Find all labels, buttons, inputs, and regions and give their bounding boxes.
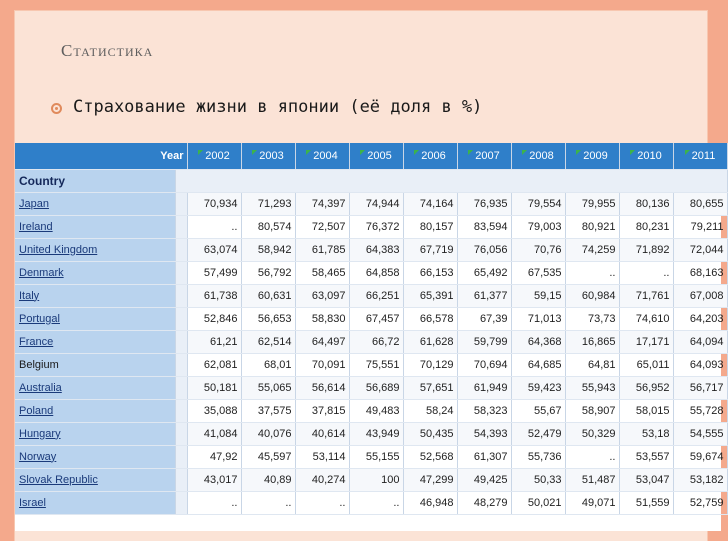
- country-link[interactable]: Israel: [15, 491, 175, 514]
- table-cell: 64,81: [565, 353, 619, 376]
- table-cell: 67,008: [673, 284, 727, 307]
- table-cell: 40,076: [241, 422, 295, 445]
- cell-marker-icon: [685, 150, 690, 155]
- year-header-2002: [187, 143, 241, 169]
- table-cell: 59,674: [673, 445, 727, 468]
- spacer-cell: [175, 422, 187, 445]
- table-cell: 40,89: [241, 468, 295, 491]
- table-cell: 57,499: [187, 261, 241, 284]
- table-cell: 37,575: [241, 399, 295, 422]
- table-cell: 49,483: [349, 399, 403, 422]
- spacer-cell: [175, 192, 187, 215]
- table-cell: 83,594: [457, 215, 511, 238]
- table-cell: 55,736: [511, 445, 565, 468]
- table-cell: 17,171: [619, 330, 673, 353]
- country-link[interactable]: Poland: [15, 399, 175, 422]
- table-cell: 80,231: [619, 215, 673, 238]
- table-cell: 79,211: [673, 215, 727, 238]
- table-cell: 61,738: [187, 284, 241, 307]
- table-cell: 55,67: [511, 399, 565, 422]
- table-cell: 55,065: [241, 376, 295, 399]
- table-cell: 80,921: [565, 215, 619, 238]
- table-cell: 59,423: [511, 376, 565, 399]
- year-text: 2003: [259, 149, 284, 162]
- cell-marker-icon: [630, 150, 635, 155]
- spacer-cell: [175, 491, 187, 514]
- table-row: [15, 192, 727, 215]
- table-cell: 70,76: [511, 238, 565, 261]
- year-header-2006: [403, 143, 457, 169]
- cell-marker-icon: [576, 150, 581, 155]
- slide-title: Статистика: [61, 41, 154, 60]
- spacer-cell: [175, 353, 187, 376]
- table-cell: 74,397: [295, 192, 349, 215]
- table-cell: 56,952: [619, 376, 673, 399]
- header-blank: [175, 169, 727, 192]
- table-cell: 70,934: [187, 192, 241, 215]
- year-header-2007: [457, 143, 511, 169]
- table-cell: 63,097: [295, 284, 349, 307]
- table-cell: 62,081: [187, 353, 241, 376]
- country-link[interactable]: Japan: [15, 192, 175, 215]
- table-cell: 58,907: [565, 399, 619, 422]
- table-cell: 61,949: [457, 376, 511, 399]
- table-cell: 67,535: [511, 261, 565, 284]
- cell-marker-icon: [252, 150, 257, 155]
- country-link[interactable]: Australia: [15, 376, 175, 399]
- table-cell: 55,728: [673, 399, 727, 422]
- table-cell: 40,274: [295, 468, 349, 491]
- table-cell: 66,578: [403, 307, 457, 330]
- table-cell: 61,377: [457, 284, 511, 307]
- table-cell: ..: [565, 445, 619, 468]
- table-row: [15, 215, 727, 238]
- table-cell: 66,251: [349, 284, 403, 307]
- stats-table: [15, 143, 728, 515]
- country-link[interactable]: Ireland: [15, 215, 175, 238]
- table-cell: 67,39: [457, 307, 511, 330]
- table-cell: 74,610: [619, 307, 673, 330]
- table-row: [15, 330, 727, 353]
- country-link[interactable]: France: [15, 330, 175, 353]
- table-row: [15, 376, 727, 399]
- table-cell: 52,846: [187, 307, 241, 330]
- table-cell: 56,614: [295, 376, 349, 399]
- table-cell: 80,655: [673, 192, 727, 215]
- bullet-text: Страхование жизни в японии (её доля в %): [73, 97, 483, 117]
- table-cell: 52,568: [403, 445, 457, 468]
- country-link[interactable]: Italy: [15, 284, 175, 307]
- cell-marker-icon: [468, 150, 473, 155]
- cell-marker-icon: [198, 150, 203, 155]
- table-cell: 75,551: [349, 353, 403, 376]
- table-cell: 59,15: [511, 284, 565, 307]
- table-cell: 60,631: [241, 284, 295, 307]
- year-text: 2011: [691, 149, 716, 162]
- table-cell: 55,943: [565, 376, 619, 399]
- table-cell: 61,628: [403, 330, 457, 353]
- table-cell: 43,949: [349, 422, 403, 445]
- spacer-cell: [175, 399, 187, 422]
- table-cell: ..: [187, 491, 241, 514]
- table-cell: 64,685: [511, 353, 565, 376]
- table-cell: 56,689: [349, 376, 403, 399]
- table-cell: 54,393: [457, 422, 511, 445]
- table-cell: 50,021: [511, 491, 565, 514]
- spacer-cell: [175, 261, 187, 284]
- year-header-2008: [511, 143, 565, 169]
- table-cell: 73,73: [565, 307, 619, 330]
- table-body: [15, 169, 727, 514]
- table-cell: 52,479: [511, 422, 565, 445]
- table-cell: 50,33: [511, 468, 565, 491]
- table-cell: 49,425: [457, 468, 511, 491]
- year-text: 2005: [367, 149, 392, 162]
- table-cell: 72,507: [295, 215, 349, 238]
- table-cell: 61,785: [295, 238, 349, 261]
- cell-marker-icon: [360, 150, 365, 155]
- year-text: 2002: [205, 149, 230, 162]
- table-cell: 61,307: [457, 445, 511, 468]
- table-cell: 60,984: [565, 284, 619, 307]
- table-cell: 67,719: [403, 238, 457, 261]
- table-cell: 41,084: [187, 422, 241, 445]
- table-row: [15, 468, 727, 491]
- table-row: [15, 307, 727, 330]
- table-cell: 57,651: [403, 376, 457, 399]
- table-cell: 76,935: [457, 192, 511, 215]
- table-cell: 71,761: [619, 284, 673, 307]
- table-cell: 53,114: [295, 445, 349, 468]
- table-cell: 45,597: [241, 445, 295, 468]
- spacer-cell: [175, 330, 187, 353]
- spacer-cell: [175, 238, 187, 261]
- cell-marker-icon: [306, 150, 311, 155]
- year-text: 2009: [583, 149, 608, 162]
- spacer-cell: [175, 445, 187, 468]
- spacer-cell: [175, 376, 187, 399]
- table-cell: 51,487: [565, 468, 619, 491]
- table-cell: 66,153: [403, 261, 457, 284]
- year-header-2005: [349, 143, 403, 169]
- table-cell: 16,865: [565, 330, 619, 353]
- table-cell: 53,557: [619, 445, 673, 468]
- table-cell: 68,01: [241, 353, 295, 376]
- country-link[interactable]: United Kingdom: [15, 238, 175, 261]
- table-cell: 58,323: [457, 399, 511, 422]
- table-cell: 50,181: [187, 376, 241, 399]
- table-cell: 58,830: [295, 307, 349, 330]
- spacer-cell: [175, 468, 187, 491]
- table-cell: 70,091: [295, 353, 349, 376]
- country-link[interactable]: Portugal: [15, 307, 175, 330]
- table-cell: 79,554: [511, 192, 565, 215]
- table-cell: 50,329: [565, 422, 619, 445]
- country-link: Belgium: [15, 353, 175, 376]
- table-cell: 64,203: [673, 307, 727, 330]
- table-cell: 56,717: [673, 376, 727, 399]
- year-header-2009: [565, 143, 619, 169]
- table-row: [15, 399, 727, 422]
- table-cell: 74,259: [565, 238, 619, 261]
- country-header-row: [15, 169, 727, 192]
- table-cell: 71,892: [619, 238, 673, 261]
- stats-table-container: [15, 143, 724, 531]
- table-cell: 58,015: [619, 399, 673, 422]
- table-row: [15, 238, 727, 261]
- table-cell: 52,759: [673, 491, 727, 514]
- bullet-icon: [51, 103, 62, 114]
- slide-panel: [14, 10, 724, 541]
- year-header-2004: [295, 143, 349, 169]
- table-cell: 51,559: [619, 491, 673, 514]
- table-cell: 40,614: [295, 422, 349, 445]
- table-cell: 50,435: [403, 422, 457, 445]
- year-text: 2006: [421, 149, 446, 162]
- table-cell: 70,129: [403, 353, 457, 376]
- year-text: 2010: [637, 149, 662, 162]
- country-header: Country: [15, 169, 175, 192]
- country-link[interactable]: Hungary: [15, 422, 175, 445]
- table-cell: 53,182: [673, 468, 727, 491]
- table-cell: 80,574: [241, 215, 295, 238]
- table-cell: 76,372: [349, 215, 403, 238]
- table-cell: 59,799: [457, 330, 511, 353]
- table-cell: 58,465: [295, 261, 349, 284]
- table-cell: 72,044: [673, 238, 727, 261]
- table-cell: 71,013: [511, 307, 565, 330]
- spacer-cell: [175, 215, 187, 238]
- table-cell: 46,948: [403, 491, 457, 514]
- table-cell: 100: [349, 468, 403, 491]
- table-cell: 67,457: [349, 307, 403, 330]
- table-cell: 56,653: [241, 307, 295, 330]
- table-cell: 79,955: [565, 192, 619, 215]
- table-cell: 64,383: [349, 238, 403, 261]
- table-cell: 61,21: [187, 330, 241, 353]
- table-cell: 64,497: [295, 330, 349, 353]
- year-header-2010: [619, 143, 673, 169]
- table-cell: 47,299: [403, 468, 457, 491]
- table-cell: 64,094: [673, 330, 727, 353]
- table-cell: 43,017: [187, 468, 241, 491]
- year-header-2003: [241, 143, 295, 169]
- table-cell: 80,136: [619, 192, 673, 215]
- spacer-cell: [175, 307, 187, 330]
- table-cell: 79,003: [511, 215, 565, 238]
- table-row: [15, 422, 727, 445]
- table-cell: 47,92: [187, 445, 241, 468]
- cell-marker-icon: [414, 150, 419, 155]
- table-cell: ..: [187, 215, 241, 238]
- table-row: [15, 261, 727, 284]
- year-header-2011: [673, 143, 727, 169]
- table-cell: ..: [565, 261, 619, 284]
- table-cell: 74,164: [403, 192, 457, 215]
- table-cell: 74,944: [349, 192, 403, 215]
- table-cell: 58,24: [403, 399, 457, 422]
- bullet-dot: [55, 107, 58, 110]
- cell-marker-icon: [522, 150, 527, 155]
- table-cell: 65,011: [619, 353, 673, 376]
- table-cell: 58,942: [241, 238, 295, 261]
- table-cell: 56,792: [241, 261, 295, 284]
- table-cell: 64,093: [673, 353, 727, 376]
- table-cell: ..: [241, 491, 295, 514]
- table-cell: 76,056: [457, 238, 511, 261]
- table-cell: 48,279: [457, 491, 511, 514]
- year-header-row: [15, 143, 727, 169]
- table-cell: 53,18: [619, 422, 673, 445]
- table-cell: 64,368: [511, 330, 565, 353]
- table-cell: 62,514: [241, 330, 295, 353]
- table-cell: 64,858: [349, 261, 403, 284]
- year-text: 2004: [313, 149, 338, 162]
- table-cell: 55,155: [349, 445, 403, 468]
- table-row: [15, 353, 727, 376]
- year-text: 2007: [475, 149, 500, 162]
- table-cell: ..: [295, 491, 349, 514]
- table-row: [15, 491, 727, 514]
- table-cell: 49,071: [565, 491, 619, 514]
- table-cell: 35,088: [187, 399, 241, 422]
- table-cell: 54,555: [673, 422, 727, 445]
- table-cell: 53,047: [619, 468, 673, 491]
- table-cell: 70,694: [457, 353, 511, 376]
- table-cell: 63,074: [187, 238, 241, 261]
- year-label: Year: [15, 143, 187, 169]
- country-link[interactable]: Slovak Republic: [15, 468, 175, 491]
- spacer-cell: [175, 284, 187, 307]
- table-row: [15, 445, 727, 468]
- table-cell: 37,815: [295, 399, 349, 422]
- table-cell: 65,492: [457, 261, 511, 284]
- table-cell: 68,163: [673, 261, 727, 284]
- table-cell: 66,72: [349, 330, 403, 353]
- year-text: 2008: [529, 149, 554, 162]
- table-row: [15, 284, 727, 307]
- country-link[interactable]: Norway: [15, 445, 175, 468]
- table-cell: ..: [349, 491, 403, 514]
- table-cell: 80,157: [403, 215, 457, 238]
- table-cell: 65,391: [403, 284, 457, 307]
- table-cell: ..: [619, 261, 673, 284]
- country-link[interactable]: Denmark: [15, 261, 175, 284]
- table-cell: 71,293: [241, 192, 295, 215]
